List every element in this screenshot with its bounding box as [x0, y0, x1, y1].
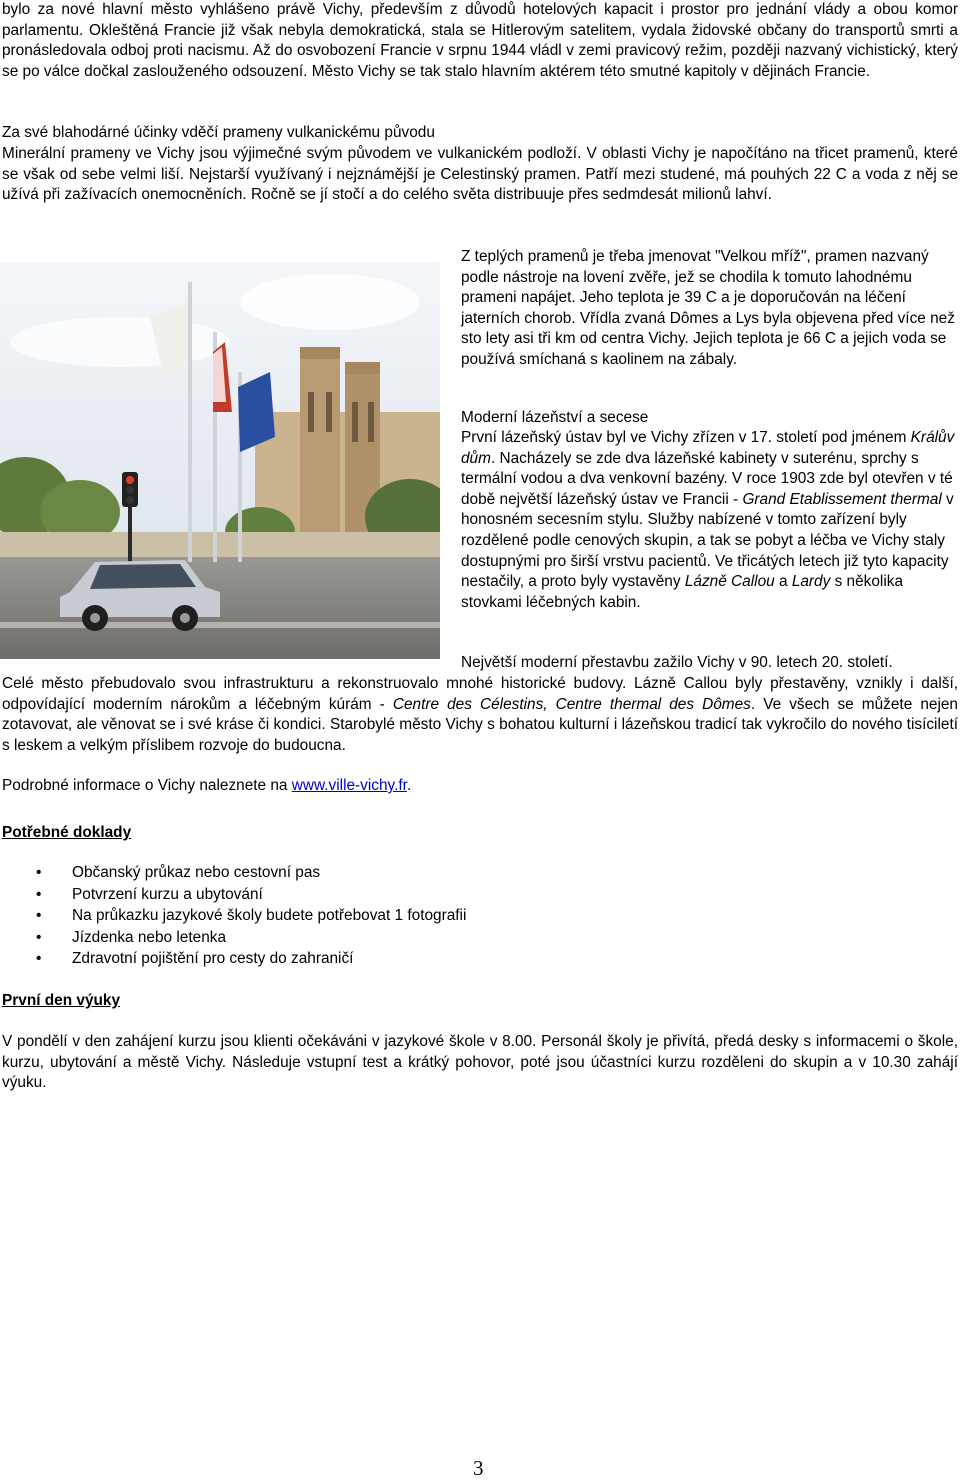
springs-title: Za své blahodárné účinky vděčí prameny vulkanickému původu	[2, 124, 435, 141]
spa-text-c: . Nacházely se zde dva lázeňské kabinety v suterénu, sprchy s termální vodou a dva venkovní bazény. V roce 1903 zde byl otevřen v té době největší lázeňský ústav ve Francii -	[461, 449, 953, 508]
documents-heading: Potřebné doklady	[2, 824, 132, 841]
list-item	[0, 884, 800, 906]
spa-text-a: První lázeňský ústav byl ve Vichy zřízen v 17. století pod jménem	[461, 429, 911, 446]
list-item-text: Zdravotní pojištění pro cesty do zahraničí	[72, 950, 354, 968]
spa-text-e: v honosném secesním stylu. Služby nabízené v tomto zařízení byly rozdělené podle cenových skupin, a tak se pobyt a léčba ve Vichy staly dostupnými pro širší vrstvu pacientů. Ve třicátých letech již tyto kapacity nestačily, a proto byly vystavěny	[461, 490, 954, 591]
spa-text-i: s několika stovkami léčebných kabin.	[461, 573, 904, 611]
list-item-text: Potvrzení kurzu a ubytování	[72, 885, 263, 903]
bullet-icon: •	[36, 864, 42, 881]
bullet-icon: •	[36, 928, 42, 946]
springs-paragraph: Minerální prameny ve Vichy jsou výjimečné svým původem ve vulkanickém podloží. V oblasti Vichy je napočítáno na třicet pramenů, které se však od sebe velmi liší. Nejstarší využívaný i nejznámější je Celestinský pramen. Patří mezi studené, má pouhých 22 C a voda z něj se užívá při zažívacích onemocněních. Ročně se jí stočí a do celého světa distribuuje přes sedmdesát milionů lahví.	[2, 145, 958, 204]
modern-rebuild-first-line: Největší moderní přestavbu zažilo Vichy v 90. letech 20. století.	[461, 654, 893, 671]
list-item-text: Jízdenka nebo letenka	[72, 928, 227, 946]
documents-list	[0, 862, 800, 970]
list-item	[0, 948, 800, 970]
modern-rebuild-paragraph	[2, 674, 958, 756]
thermal-springs-paragraph: Z teplých pramenů je třeba jmenovat "Velkou mříž", pramen nazvaný podle nástroje na lovení zvěře, jež se chodila k tomuto lahodnému prameni napájet. Jeho teplota je 39 C a je doporučován na léčení jaterních chorob. Vřídla zvaná Dômes a Lys byla objevena před více než sto lety asi tři km od centra Vichy. Jejich teplota je 66 C a jejich voda se používá smíchaná s kaolinem na zábaly.	[461, 248, 955, 368]
list-item-text: Občanský průkaz nebo cestovní pas	[72, 864, 321, 881]
vichy-street-photo	[0, 262, 440, 659]
list-item	[0, 905, 800, 927]
spa-text-callou: Lázně Callou	[684, 573, 775, 591]
bullet-icon: •	[36, 907, 42, 925]
modern-text-a: Celé město přebudovalo svou infrastrukturu a rekonstruovalo mnohé historické budovy. Lázně Callou byly přestavěny, vznikly i další, odpovídající moderním nárokům a léčebným kúrám -	[2, 675, 958, 713]
modern-text-c: . Ve všech se můžete nejen zotavovat, ale věnovat se i své kráse či kondici. Starobylé město Vichy s bohatou kulturní i lázeňskou tradicí tak vykročilo do nového tisíciletí s leskem a velkým příslibem rozvoje do budoucna.	[2, 695, 958, 754]
vichy-website-link[interactable]: www.ville-vichy.fr	[291, 777, 407, 794]
info-prefix: Podrobné informace o Vichy naleznete na	[2, 777, 292, 794]
bullet-icon: •	[36, 885, 42, 903]
bullet-icon: •	[36, 950, 42, 968]
spa-text-g: a	[774, 573, 792, 591]
modern-spa-paragraph	[461, 428, 958, 613]
info-paragraph	[2, 776, 958, 797]
list-item	[0, 927, 800, 949]
spa-text-kings-house: Králův dům	[461, 429, 955, 467]
first-day-paragraph: V pondělí v den zahájení kurzu jsou klienti očekáváni v jazykové škole v 8.00. Personál školy je přivítá, předá desky s informacemi o škole, kurzu, ubytování a městě Vichy. Následuje vstupní test a krátký pohovor, poté jsou účastníci kurzu rozděleni do skupin a v 10.30 zahájí výuku.	[2, 1033, 958, 1092]
first-day-heading: První den výuky	[2, 992, 121, 1009]
modern-spa-title: Moderní lázeňství a secese	[461, 409, 649, 426]
spa-text-lardy: Lardy	[791, 573, 831, 591]
spa-text-grand-etablissement: Grand Etablissement thermal	[742, 490, 942, 508]
info-suffix: .	[406, 777, 412, 794]
page-number: 3	[473, 1456, 484, 1480]
modern-text-centres: Centre des Célestins, Centre thermal des Dômes	[392, 695, 751, 713]
list-item-text: Na průkazku jazykové školy budete potřebovat 1 fotografii	[72, 907, 467, 925]
list-item	[0, 862, 800, 884]
intro-paragraph: bylo za nové hlavní město vyhlášeno právě Vichy, především z důvodů hotelových kapacit i prostor pro jednání vlády a obou komor parlamentu. Okleštěná Francie již však nebyla demokratická, stala se Hitlerovým satelitem, vydala židovské občany do transportů smrti a pronásledovala odboj proti nacismu. Až do osvobození Francie v srpnu 1944 vládl v zemi pravicový režim, později nazvaný vichistický, který se po válce dočkal zaslouženého odsouzení. Město Vichy se tak stalo hlavním aktérem této smutné kapitoly v dějinách Francie.	[2, 1, 958, 80]
